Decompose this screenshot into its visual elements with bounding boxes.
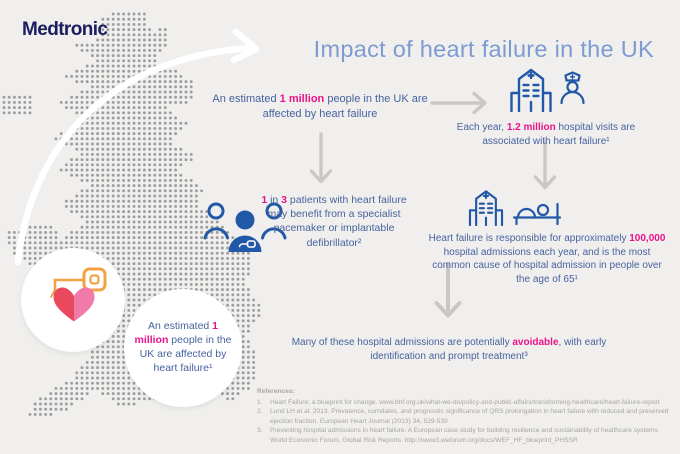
nurse-icon <box>559 71 586 104</box>
visits-text: Each year, 1.2 million hospital visits are associated with heart failure¹ <box>456 122 636 147</box>
callout-highlight: 1 million <box>134 320 219 347</box>
map-callout <box>124 289 242 407</box>
reference-text: Lund LH et al. 2013. Prevalence, correlates, and prognostic significance of QRS prolongation in heart failure with reduced and preserved ejection fraction. European Heart Journal (2013) 34, 529-539 <box>270 408 669 425</box>
one-in-three-text: 1 in 3 patients with heart failure may benefit from a specialist pacemaker or implantable defibrillator² <box>261 194 407 249</box>
admissions-highlight: 100,000 <box>629 233 666 244</box>
one-highlight: 1 <box>261 194 268 206</box>
references-heading: References: <box>257 388 295 395</box>
medtronic-logo: Medtronic <box>22 19 108 40</box>
hospital-bed-icon <box>512 198 562 225</box>
admissions-text: Heart failure is responsible for approximately 100,000 hospital admissions each year, and is the most common cause of hospital admission in people over the age of 65¹ <box>428 233 666 285</box>
map-callout-text: An estimated 1 million people in the UK are affected by heart failure¹ <box>134 320 232 374</box>
hospital-icon <box>463 188 509 226</box>
avoidable-highlight: avoidable <box>512 337 559 348</box>
three-highlight: 3 <box>281 194 288 206</box>
heart-with-pacemaker-icon <box>21 248 125 352</box>
reference-item <box>257 426 671 445</box>
heart-pacemaker-badge <box>21 248 125 352</box>
reference-text: Preventing hospital admissions in heart failure. A European case study for building resilience and sustainability of healthcare systems World Economic Forum, Global Risk Reports. http://www3.weforum.org/docs/WEF_HF_blueprint_PHSSR <box>270 427 658 444</box>
reference-item <box>257 398 671 408</box>
flow-arrow-down-icon <box>536 142 555 188</box>
reference-number: 1. <box>257 398 263 406</box>
reference-item <box>257 407 671 426</box>
visits-highlight: 1.2 million <box>506 122 556 133</box>
flow-arrow-down-icon <box>312 134 331 182</box>
reference-text: Heart Failure: a blueprint for change. www.bhf.org.uk/what-we-do/policy-and-public-affairs/transforming-healthcare/heart-failure-report <box>270 398 660 406</box>
reference-number: 2. <box>257 408 263 416</box>
avoidable-text: Many of these hospital admissions are potentially avoidable, with early identification and prompt treatment³ <box>291 337 607 362</box>
page-title: Impact of heart failure in the UK <box>313 36 654 62</box>
estimate-highlight: 1 million <box>279 93 325 105</box>
estimate-text: An estimated 1 million people in the UK are affected by heart failure <box>212 93 428 120</box>
reference-number: 3. <box>257 427 263 435</box>
references <box>257 387 671 445</box>
hospital-icon <box>503 66 559 112</box>
